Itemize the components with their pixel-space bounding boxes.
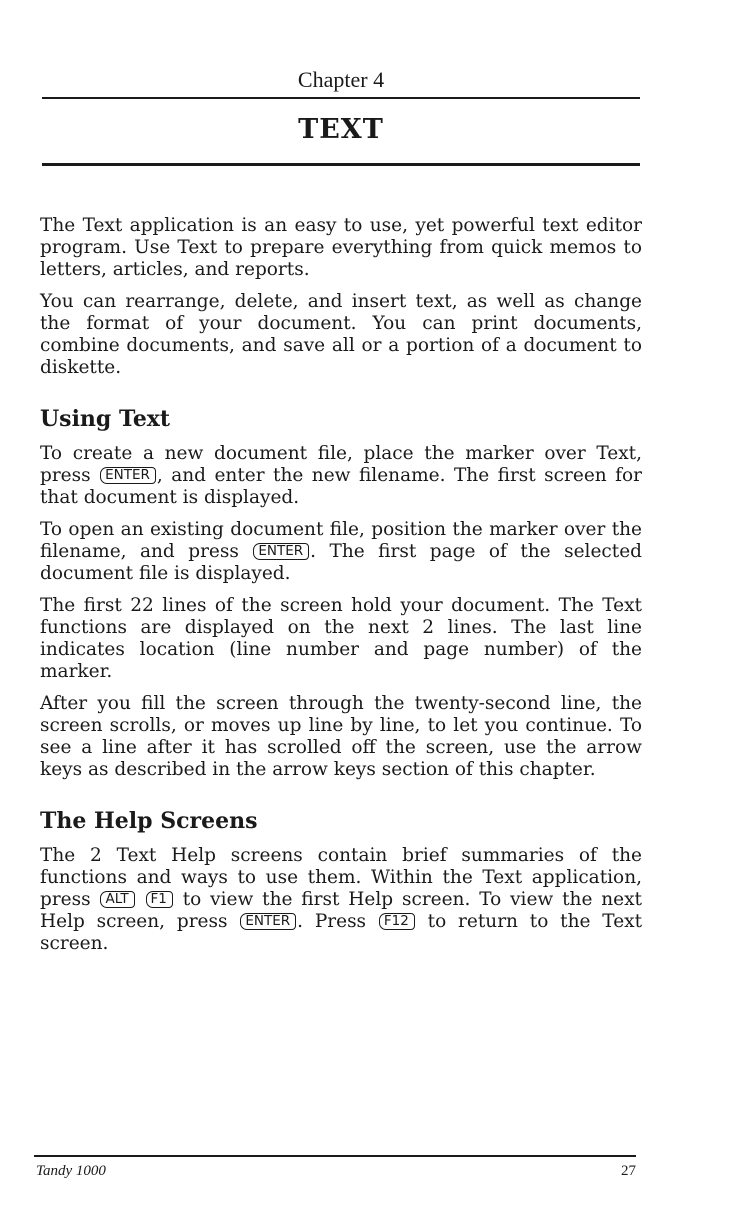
using-text-paragraph-4: After you fill the screen through the twenty-second line, the screen scrolls, or moves up line by line, to let you continue. To see a line after it has scrolled off the screen, use the arrow keys as described in the arrow keys section of this chapter. — [40, 693, 642, 780]
text-run: To create a new document file, place the marker over Text, press — [40, 443, 642, 486]
text-run: The 2 Text Help screens contain brief summaries of the functions and ways to use them. Within the Text application, press — [40, 845, 642, 910]
intro-paragraph-2: You can rearrange, delete, and insert text, as well as change the format of your document. You can print documents, combine documents, and save all or a portion of a document to diskette. — [40, 291, 642, 378]
alt-key-icon: ALT — [100, 891, 134, 908]
f12-key-icon: F12 — [379, 913, 415, 930]
enter-key-icon: ENTER — [240, 913, 296, 930]
text-run: to return to the Text screen. — [40, 911, 643, 954]
section-heading-help-screens: The Help Screens — [40, 808, 258, 834]
intro-paragraph-1: The Text application is an easy to use, yet powerful text editor program. Use Text to prepare everything from quick memos to letters, articles, and reports. — [40, 215, 642, 280]
text-run: To open an existing document file, position the marker over the filename, and press — [40, 519, 642, 562]
using-text-paragraph-1 — [40, 443, 642, 509]
footer-product-name: Tandy 1000 — [36, 1163, 106, 1179]
page-number: 27 — [621, 1163, 636, 1179]
enter-key-icon: ENTER — [100, 467, 156, 484]
help-screens-paragraph — [40, 845, 642, 955]
text-run: . Press — [297, 911, 378, 932]
enter-key-icon: ENTER — [253, 543, 309, 560]
header-top-rule — [42, 97, 640, 99]
text-run: . The first page of the selected document file is displayed. — [40, 541, 642, 584]
f1-key-icon: F1 — [146, 891, 173, 908]
using-text-paragraph-3: The first 22 lines of the screen hold your document. The Text functions are displayed on the next 2 lines. The last line indicates location (line number and page number) of the marker. — [40, 595, 642, 682]
using-text-paragraph-2 — [40, 519, 642, 585]
chapter-title: TEXT — [298, 114, 384, 145]
footer-rule — [34, 1155, 636, 1157]
section-heading-using-text: Using Text — [40, 406, 171, 432]
page-body — [40, 215, 642, 965]
header-bottom-rule — [42, 163, 640, 166]
text-run: , and enter the new filename. The first screen for that document is displayed. — [40, 465, 642, 508]
text-run: to view the first Help screen. To view the next Help screen, press — [40, 889, 642, 932]
chapter-label: Chapter 4 — [297, 67, 385, 92]
